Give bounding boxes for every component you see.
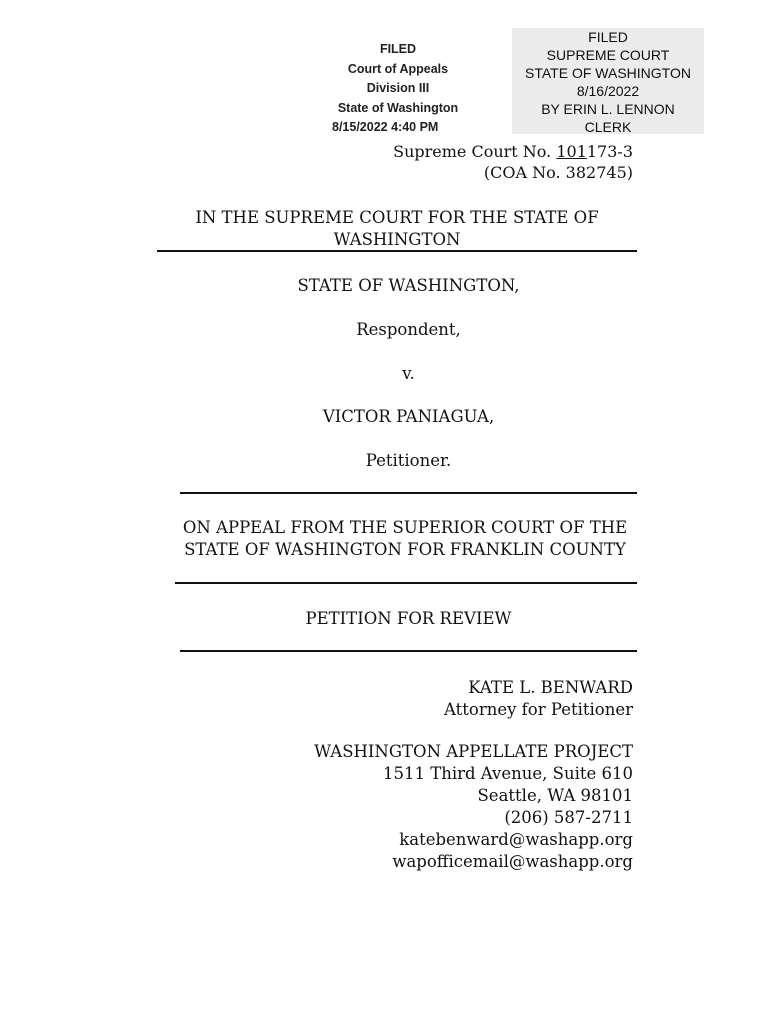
divider <box>180 492 637 494</box>
office-name: WASHINGTON APPELLATE PROJECT <box>314 742 633 761</box>
attorney-name: KATE L. BENWARD <box>468 678 633 697</box>
petitioner-name: VICTOR PANIAGUA, <box>322 407 495 426</box>
respondent-name: STATE OF WASHINGTON, <box>297 276 520 295</box>
office-phone: (206) 587-2711 <box>504 808 633 827</box>
sc-stamp-line: STATE OF WASHINGTON <box>525 65 691 81</box>
appeal-line1: ON APPEAL FROM THE SUPERIOR COURT OF THE <box>182 518 628 537</box>
versus: v. <box>402 364 415 383</box>
appeal-statement <box>170 517 640 561</box>
divider <box>180 650 637 652</box>
sc-stamp-line: BY ERIN L. LENNON <box>541 101 675 117</box>
respondent-role: Respondent, <box>356 320 461 339</box>
supreme-number-handwritten: 101 <box>556 142 587 161</box>
coa-number: (COA No. 382745) <box>483 163 633 182</box>
sc-stamp-line: 8/16/2022 <box>576 83 640 99</box>
coa-filing-stamp <box>318 40 478 138</box>
petitioner-role: Petitioner. <box>365 451 452 470</box>
attorney-role: Attorney for Petitioner <box>444 700 633 719</box>
coa-stamp-line: Court of Appeals <box>347 61 449 76</box>
coa-stamp-line: FILED <box>379 42 417 56</box>
office-address2: Seattle, WA 98101 <box>477 786 633 805</box>
document-title: PETITION FOR REVIEW <box>305 609 512 628</box>
coa-stamp-datetime: 8/15/2022 4:40 PM <box>332 120 439 134</box>
divider <box>175 582 637 584</box>
office-email1[interactable]: katebenward@washapp.org <box>399 830 633 849</box>
office-block <box>314 741 633 873</box>
sc-stamp-line: SUPREME COURT <box>546 47 670 63</box>
court-title-line2: WASHINGTON <box>333 230 461 249</box>
supreme-court-filing-stamp <box>512 28 704 134</box>
court-title-line1: IN THE SUPREME COURT FOR THE STATE OF <box>195 208 599 227</box>
divider <box>157 250 637 252</box>
attorney-block <box>444 677 633 721</box>
coa-stamp-line: Division III <box>366 81 430 95</box>
case-numbers <box>393 141 633 183</box>
coa-stamp-line: State of Washington <box>337 100 459 115</box>
appeal-line2: STATE OF WASHINGTON FOR FRANKLIN COUNTY <box>184 540 626 559</box>
supreme-number-suffix: 173-3 <box>586 142 633 161</box>
office-address1: 1511 Third Avenue, Suite 610 <box>382 764 633 783</box>
office-email2[interactable]: wapofficemail@washapp.org <box>392 852 633 871</box>
sc-stamp-line: FILED <box>588 29 628 45</box>
court-title <box>157 207 637 251</box>
sc-stamp-line: CLERK <box>584 119 632 135</box>
supreme-court-number <box>393 141 633 162</box>
supreme-number-prefix: Supreme Court No. <box>393 142 557 161</box>
